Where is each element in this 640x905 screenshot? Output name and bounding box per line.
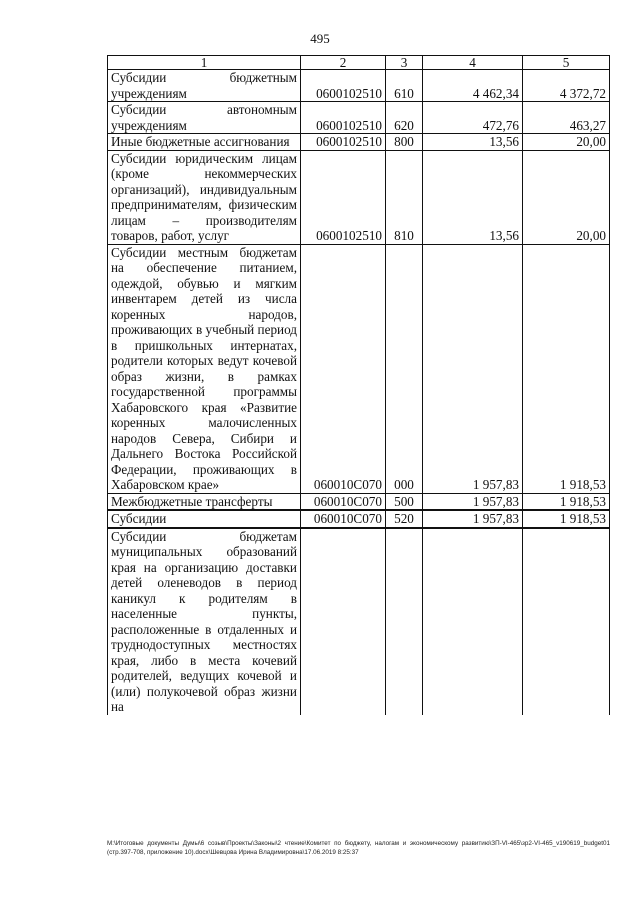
row-value-4: 4 462,34: [423, 70, 523, 102]
table-row: [108, 510, 610, 528]
header-cell: 1: [108, 56, 301, 70]
header-cell: 2: [301, 56, 386, 70]
row-value-4: [423, 528, 523, 715]
row-name: Иные бюджетные ассигнования: [108, 134, 301, 151]
row-name: Субсидии бюджетным учреждениям: [108, 70, 301, 102]
row-code: [301, 528, 386, 715]
table-row: [108, 528, 610, 715]
page-number: 495: [310, 31, 330, 46]
row-value-5: 1 918,53: [523, 493, 610, 510]
row-value-5: 1 918,53: [523, 244, 610, 493]
row-value-5: 1 918,53: [523, 510, 610, 528]
row-value-4: 13,56: [423, 134, 523, 151]
table-row: [108, 150, 610, 244]
table-row: [108, 102, 610, 134]
table-row: [108, 244, 610, 493]
row-name: Субсидии: [108, 510, 301, 528]
row-type: 620: [386, 102, 423, 134]
row-value-5: [523, 528, 610, 715]
row-type: 810: [386, 150, 423, 244]
row-value-4: 1 957,83: [423, 244, 523, 493]
row-code: 0600102510: [301, 70, 386, 102]
table-row: [108, 134, 610, 151]
row-value-5: 20,00: [523, 150, 610, 244]
row-type: 800: [386, 134, 423, 151]
budget-table: [107, 55, 610, 715]
row-value-5: 20,00: [523, 134, 610, 151]
table-row: [108, 70, 610, 102]
row-value-4: 1 957,83: [423, 510, 523, 528]
row-value-4: 472,76: [423, 102, 523, 134]
row-name: Межбюджетные трансферты: [108, 493, 301, 510]
row-name: Субсидии автономным учреждениям: [108, 102, 301, 134]
row-type: 520: [386, 510, 423, 528]
row-type: 610: [386, 70, 423, 102]
document-path-footer: М:\Итоговые документы Думы\6 созыв\Проекты\Законы\2 чтение\Комитет по бюджету, налогам и экономическому развитию\ЗП-VI-465\зр2-VI-465_v190619_budget01 (стр.397-708, приложение 10).docx\Шевцова Ирина Владимировна\17.06.2019 8:25:37: [107, 840, 610, 856]
header-cell: 4: [423, 56, 523, 70]
row-type: [386, 528, 423, 715]
row-value-4: 1 957,83: [423, 493, 523, 510]
row-code: 0600102510: [301, 150, 386, 244]
row-code: 0600102510: [301, 102, 386, 134]
row-value-5: 4 372,72: [523, 70, 610, 102]
row-type: 500: [386, 493, 423, 510]
row-value-4: 13,56: [423, 150, 523, 244]
row-name: Субсидии юридическим лицам (кроме некоммерческих организаций), индивидуальным предпринимателям, физическим лицам – производителям товаров, работ, услуг: [108, 150, 301, 244]
header-cell: 5: [523, 56, 610, 70]
row-name: Субсидии местным бюджетам на обеспечение питанием, одеждой, обувью и мягким инвентарем детей из числа коренных народов, проживающих в учебный период в пришкольных интернатах, родители которых ведут кочевой образ жизни, в рамках государственной программы Хабаровского края «Развитие коренных малочисленных народов Севера, Сибири и Дальнего Востока Российской Федерации, проживающих в Хабаровском крае»: [108, 244, 301, 493]
row-code: 0600102510: [301, 134, 386, 151]
row-value-5: 463,27: [523, 102, 610, 134]
row-code: 060010С070: [301, 244, 386, 493]
table-row: [108, 493, 610, 510]
row-type: 000: [386, 244, 423, 493]
table-header-row: [108, 56, 610, 70]
row-name: Субсидии бюджетам муниципальных образований края на организацию доставки детей оленеводов в период каникул к родителям в населенные пункты, расположенные в отдаленных и труднодоступных местностях края, либо в места кочевий родителей, ведущих кочевой и (или) полукочевой образ жизни на: [108, 528, 301, 715]
row-code: 060010С070: [301, 493, 386, 510]
header-cell: 3: [386, 56, 423, 70]
row-code: 060010С070: [301, 510, 386, 528]
